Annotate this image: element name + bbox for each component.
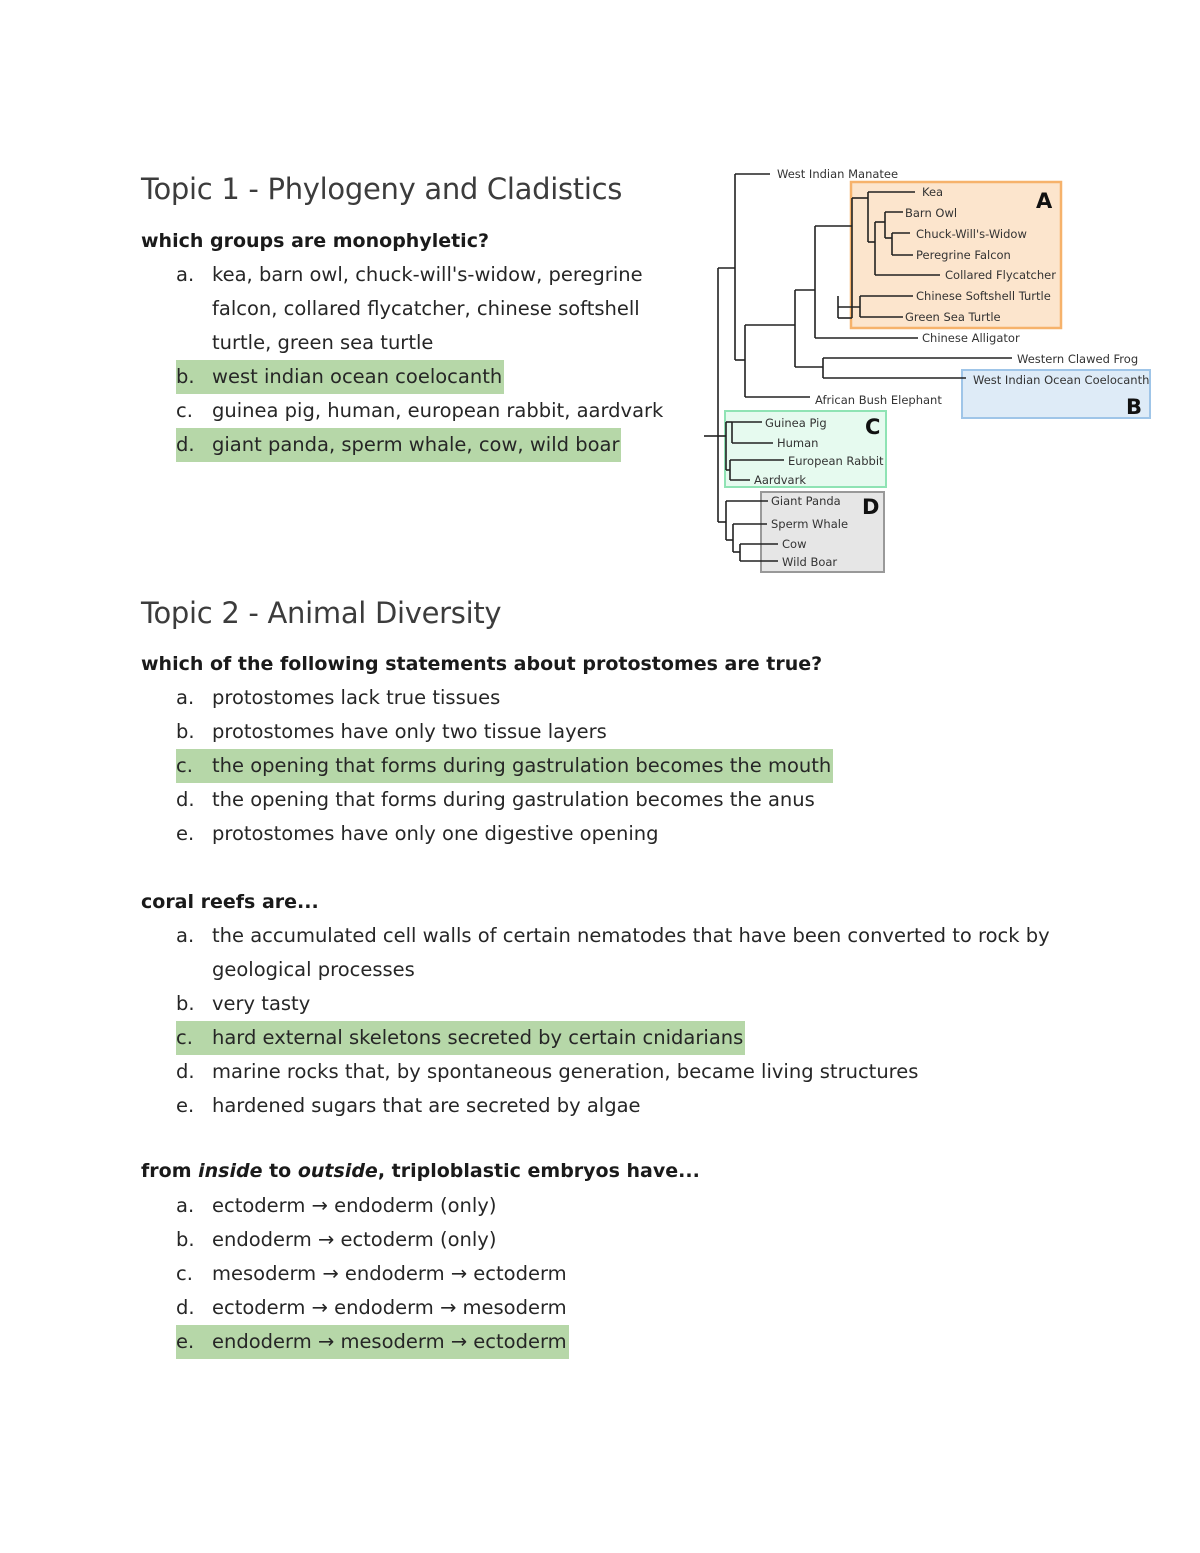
box-label-a: A [1036, 189, 1053, 213]
taxon-label: Sperm Whale [771, 517, 849, 531]
option-2-1b: b. protostomes have only two tissue layers [176, 720, 607, 743]
option-2-3a: a. ectoderm → endoderm (only) [176, 1194, 497, 1217]
question-triploblastic: from inside to outside, triploblastic embryos have... [141, 1160, 700, 1182]
taxon-label: West Indian Ocean Coelocanth [973, 373, 1150, 387]
taxon-label: Chinese Softshell Turtle [916, 289, 1051, 303]
option-2-2d: d. marine rocks that, by spontaneous generation, became living structures [176, 1060, 919, 1083]
taxon-label: Western Clawed Frog [1017, 352, 1139, 366]
phylogenetic-tree [700, 160, 1155, 580]
option-2-3c: c. mesoderm → endoderm → ectoderm [176, 1262, 567, 1285]
option-2-1d: d. the opening that forms during gastrulation becomes the anus [176, 788, 815, 811]
question-coral-reefs: coral reefs are... [141, 891, 319, 913]
taxon-label: Wild Boar [782, 555, 838, 569]
topic-1-title: Topic 1 - Phylogeny and Cladistics [141, 172, 623, 206]
option-2-2a: a. the accumulated cell walls of certain nematodes that have been converted to rock by [176, 924, 1050, 947]
option-1b: b. west indian ocean coelocanth [176, 360, 504, 394]
option-2-2b: b. very tasty [176, 992, 311, 1015]
option-1a-cont-2: turtle, green sea turtle [212, 331, 434, 354]
option-2-3d: d. ectoderm → endoderm → mesoderm [176, 1296, 567, 1319]
question-monophyletic: which groups are monophyletic? [141, 230, 489, 252]
option-2-2a-cont: geological processes [212, 958, 415, 981]
taxon-label: African Bush Elephant [815, 393, 942, 407]
taxon-label: Cow [782, 537, 807, 551]
box-label-b: B [1126, 395, 1143, 419]
taxon-label: Barn Owl [905, 206, 958, 220]
taxon-label: Green Sea Turtle [905, 310, 1001, 324]
box-label-d: D [862, 495, 880, 519]
taxon-label: European Rabbit [788, 454, 884, 468]
taxon-label: Peregrine Falcon [916, 248, 1011, 262]
option-2-3e: e. endoderm → mesoderm → ectoderm [176, 1325, 569, 1359]
taxon-label: Collared Flycatcher [945, 268, 1056, 282]
taxon-label: Kea [922, 185, 944, 199]
box-label-c: C [865, 415, 881, 439]
option-2-2c: c. hard external skeletons secreted by certain cnidarians [176, 1021, 745, 1055]
option-2-1e: e. protostomes have only one digestive opening [176, 822, 659, 845]
option-1a: a. kea, barn owl, chuck-will's-widow, peregrine [176, 263, 643, 286]
option-2-3b: b. endoderm → ectoderm (only) [176, 1228, 497, 1251]
option-2-2e: e. hardened sugars that are secreted by algae [176, 1094, 641, 1117]
taxon-label: Aardvark [754, 473, 806, 487]
option-2-1a: a. protostomes lack true tissues [176, 686, 501, 709]
taxon-label: Guinea Pig [765, 416, 827, 430]
taxon-label: Chuck-Will's-Widow [916, 227, 1027, 241]
taxon-label: West Indian Manatee [777, 167, 899, 181]
taxon-label: Human [777, 436, 819, 450]
topic-2-title: Topic 2 - Animal Diversity [141, 596, 502, 630]
option-1d: d. giant panda, sperm whale, cow, wild boar [176, 428, 621, 462]
taxon-label: Chinese Alligator [922, 331, 1020, 345]
taxon-label: Giant Panda [771, 494, 841, 508]
option-2-1c: c. the opening that forms during gastrulation becomes the mouth [176, 749, 833, 783]
question-protostomes: which of the following statements about protostomes are true? [141, 653, 823, 675]
option-1a-cont-1: falcon, collared flycatcher, chinese softshell [212, 297, 640, 320]
option-1c: c. guinea pig, human, european rabbit, aardvark [176, 399, 664, 422]
